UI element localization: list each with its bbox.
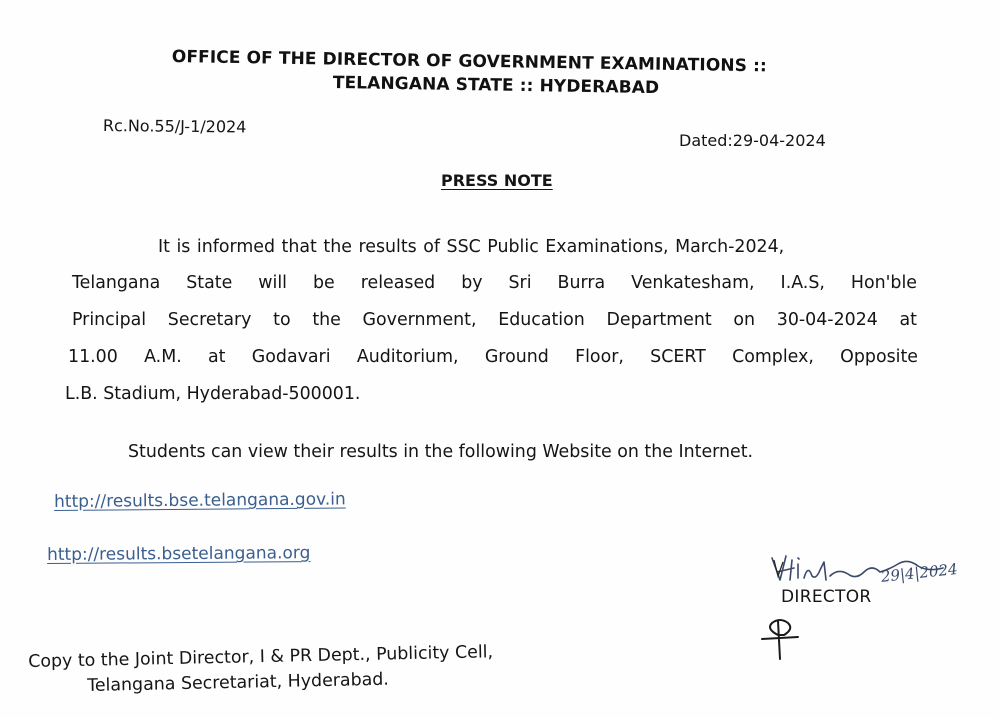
document-date: Dated:29-04-2024 (679, 131, 826, 150)
initial-mark-icon (758, 615, 808, 665)
paragraph-line: Telangana State will be released by Sri Burra Venkatesham, I.A.S, Hon'ble (72, 273, 917, 293)
paragraph-line: Principal Secretary to the Government, Education Department on 30-04-2024 at (72, 310, 917, 330)
document-title: PRESS NOTE (441, 171, 553, 190)
signature-date: 29|4|2024 (880, 559, 959, 586)
results-link-gov[interactable]: http://results.bse.telangana.gov.in (54, 489, 346, 512)
paragraph-line: L.B. Stadium, Hyderabad-500001. (65, 384, 361, 404)
students-note: Students can view their results in the following Website on the Internet. (128, 442, 754, 462)
signatory-designation: DIRECTOR (781, 587, 872, 607)
results-link-org[interactable]: http://results.bsetelangana.org (47, 543, 311, 565)
copy-to-line1: Copy to the Joint Director, I & PR Dept., Publicity Cell, (28, 642, 494, 672)
reference-number: Rc.No.55/J-1/2024 (102, 116, 247, 137)
paragraph-line: It is informed that the results of SSC Public Examinations, March-2024, (158, 237, 785, 257)
copy-to-line2: Telangana Secretariat, Hyderabad. (87, 669, 390, 696)
office-heading-line1: OFFICE OF THE DIRECTOR OF GOVERNMENT EXAMINATIONS :: (171, 47, 767, 77)
office-heading-line2: TELANGANA STATE :: HYDERABAD (332, 73, 660, 99)
paragraph-line: 11.00 A.M. at Godavari Auditorium, Ground Floor, SCERT Complex, Opposite (68, 347, 918, 367)
